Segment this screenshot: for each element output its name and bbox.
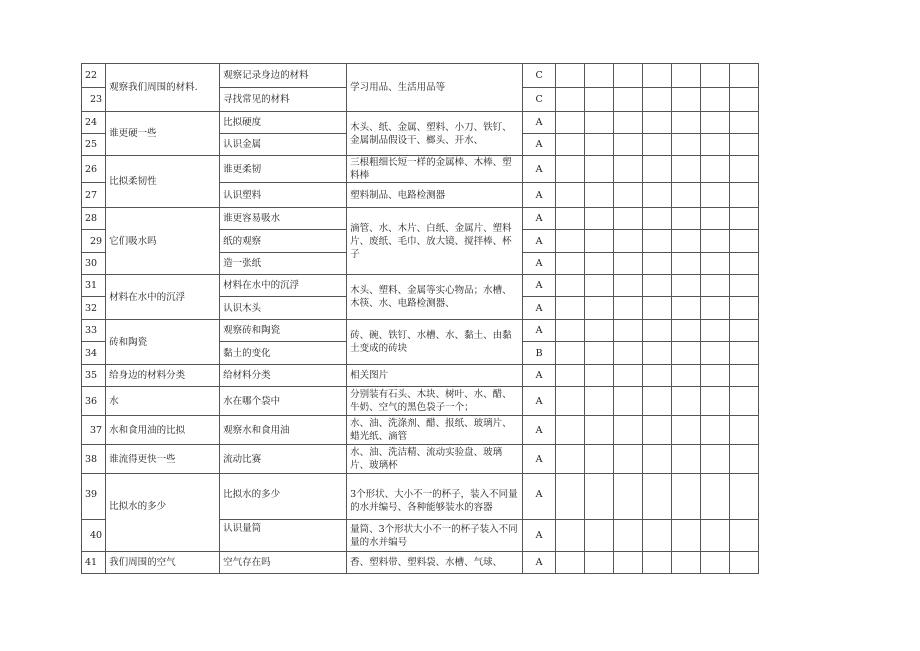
row-number: 25 [82,134,106,156]
blank-cell [556,112,585,134]
lesson-title: 砖和陶瓷 [106,320,220,365]
row-number: 37 [82,416,106,445]
row-number: 40 [82,520,106,552]
blank-cell [614,230,643,253]
blank-cell [585,134,614,156]
blank-cell [672,134,701,156]
blank-cell [585,275,614,297]
blank-cell [643,230,672,253]
blank-cell [701,156,730,183]
blank-cell [672,297,701,320]
blank-cell [701,416,730,445]
blank-cell [730,88,759,112]
blank-cell [585,474,614,520]
row-number: 29 [82,230,106,253]
blank-cell [730,416,759,445]
blank-cell [556,275,585,297]
blank-cell [556,520,585,552]
blank-cell [701,253,730,275]
row-number: 41 [82,552,106,574]
activity-cell: 流动比赛 [220,445,347,474]
blank-cell [730,445,759,474]
blank-cell [730,134,759,156]
level-cell: B [523,342,556,365]
blank-cell [730,320,759,342]
level-cell: A [523,297,556,320]
blank-cell [556,134,585,156]
blank-cell [701,275,730,297]
blank-cell [730,64,759,88]
blank-cell [614,520,643,552]
activity-cell: 认识塑料 [220,183,347,208]
activity-cell: 观察水和食用油 [220,416,347,445]
activity-cell: 空气存在吗 [220,552,347,574]
blank-cell [614,474,643,520]
row-number: 24 [82,112,106,134]
blank-cell [730,253,759,275]
materials-cell: 塑料制品、电路检测器 [347,183,523,208]
level-cell: C [523,64,556,88]
blank-cell [556,416,585,445]
blank-cell [556,387,585,416]
blank-cell [672,183,701,208]
activity-cell: 寻找常见的材料 [220,88,347,112]
materials-cell: 砖、碗、铁钉、水槽、水、黏土、由黏土变成的砖块 [347,320,523,365]
activity-cell: 给材料分类 [220,365,347,387]
blank-cell [556,342,585,365]
blank-cell [643,320,672,342]
blank-cell [672,416,701,445]
blank-cell [585,416,614,445]
blank-cell [585,88,614,112]
lesson-title: 我们周围的空气 [106,552,220,574]
row-number: 23 [82,88,106,112]
level-cell: A [523,320,556,342]
lesson-title: 给身边的材料分类 [106,365,220,387]
blank-cell [585,552,614,574]
blank-cell [701,297,730,320]
blank-cell [585,445,614,474]
blank-cell [672,64,701,88]
blank-cell [730,297,759,320]
blank-cell [614,445,643,474]
blank-cell [730,474,759,520]
blank-cell [614,365,643,387]
activity-cell: 水在哪个袋中 [220,387,347,416]
level-cell: A [523,183,556,208]
blank-cell [614,208,643,230]
level-cell: A [523,112,556,134]
activity-cell: 纸的观察 [220,230,347,253]
row-number: 32 [82,297,106,320]
blank-cell [672,275,701,297]
activity-cell: 黏土的变化 [220,342,347,365]
blank-cell [614,320,643,342]
blank-cell [730,208,759,230]
blank-cell [730,552,759,574]
blank-cell [614,112,643,134]
activity-cell: 观察记录身边的材料 [220,64,347,88]
blank-cell [643,445,672,474]
row-number: 38 [82,445,106,474]
row-number: 28 [82,208,106,230]
level-cell: A [523,387,556,416]
activity-cell: 比拟硬度 [220,112,347,134]
level-cell: A [523,156,556,183]
blank-cell [701,112,730,134]
blank-cell [585,64,614,88]
materials-cell: 滴管、水、木片、白纸、金属片、塑料片、废纸、毛巾、放大镜、搅拌棒、杯子 [347,208,523,275]
blank-cell [614,552,643,574]
blank-cell [643,88,672,112]
level-cell: A [523,416,556,445]
blank-cell [643,64,672,88]
blank-cell [643,275,672,297]
blank-cell [585,112,614,134]
blank-cell [585,365,614,387]
blank-cell [614,416,643,445]
level-cell: A [523,134,556,156]
level-cell: A [523,365,556,387]
blank-cell [730,520,759,552]
blank-cell [556,320,585,342]
row-number: 39 [82,474,106,520]
materials-cell: 香、塑料带、塑料袋、水槽、气球、 [347,552,523,574]
blank-cell [614,275,643,297]
blank-cell [614,297,643,320]
activity-cell: 谁更柔韧 [220,156,347,183]
blank-cell [672,112,701,134]
blank-cell [672,156,701,183]
level-cell: A [523,474,556,520]
blank-cell [585,230,614,253]
blank-cell [585,520,614,552]
blank-cell [556,230,585,253]
row-number: 36 [82,387,106,416]
lesson-title: 水和食用油的比拟 [106,416,220,445]
lesson-title: 比拟柔韧性 [106,156,220,208]
blank-cell [614,156,643,183]
blank-cell [672,208,701,230]
blank-cell [643,342,672,365]
blank-cell [585,208,614,230]
blank-cell [701,552,730,574]
blank-cell [672,320,701,342]
blank-cell [585,156,614,183]
activity-cell: 比拟水的多少 [220,474,347,520]
blank-cell [614,64,643,88]
level-cell: A [523,520,556,552]
row-number: 33 [82,320,106,342]
blank-cell [643,156,672,183]
blank-cell [701,445,730,474]
blank-cell [614,88,643,112]
blank-cell [556,445,585,474]
blank-cell [672,387,701,416]
blank-cell [643,387,672,416]
blank-cell [672,365,701,387]
blank-cell [643,520,672,552]
blank-cell [643,365,672,387]
blank-cell [556,297,585,320]
blank-cell [701,474,730,520]
blank-cell [556,253,585,275]
lesson-title: 谁流得更快一些 [106,445,220,474]
blank-cell [643,552,672,574]
materials-cell: 水、油、洗洁精、流动实验盘、玻璃片、玻璃杯 [347,445,523,474]
materials-cell: 三根粗细长短一样的金属棒、木棒、塑料棒 [347,156,523,183]
blank-cell [701,134,730,156]
blank-cell [556,552,585,574]
activity-cell: 认识木头 [220,297,347,320]
blank-cell [614,253,643,275]
activity-cell: 观察砖和陶瓷 [220,320,347,342]
blank-cell [672,474,701,520]
materials-cell: 水、油、洗涤剂、醋、报纸、玻璃片、蜡光纸、滴管 [347,416,523,445]
materials-cell: 学习用品、生活用品等 [347,64,523,112]
lesson-title: 材料在水中的沉浮 [106,275,220,320]
level-cell: A [523,230,556,253]
blank-cell [701,342,730,365]
blank-cell [730,112,759,134]
row-number: 26 [82,156,106,183]
activity-cell: 谁更容易吸水 [220,208,347,230]
blank-cell [643,134,672,156]
blank-cell [672,88,701,112]
blank-cell [730,183,759,208]
blank-cell [614,387,643,416]
blank-cell [672,552,701,574]
blank-cell [672,230,701,253]
materials-cell: 3个形状、大小不一的杯子，装入不同量的水并编号、各种能够装水的容器 [347,474,523,520]
activity-cell: 造一张纸 [220,253,347,275]
blank-cell [701,520,730,552]
blank-cell [701,208,730,230]
blank-cell [585,297,614,320]
blank-cell [585,183,614,208]
row-number: 34 [82,342,106,365]
blank-cell [556,208,585,230]
blank-cell [730,275,759,297]
blank-cell [585,387,614,416]
blank-cell [672,253,701,275]
blank-cell [556,88,585,112]
blank-cell [730,365,759,387]
row-number: 27 [82,183,106,208]
blank-cell [556,64,585,88]
materials-cell: 木头、塑料、金属等实心物品；水槽、木筷、水、电路检测器、 [347,275,523,320]
blank-cell [730,230,759,253]
level-cell: A [523,275,556,297]
blank-cell [643,112,672,134]
blank-cell [614,342,643,365]
blank-cell [585,342,614,365]
lesson-title: 比拟水的多少 [106,474,220,552]
blank-cell [643,183,672,208]
level-cell: A [523,253,556,275]
blank-cell [643,416,672,445]
blank-cell [585,320,614,342]
level-cell: A [523,208,556,230]
blank-cell [701,64,730,88]
row-number: 35 [82,365,106,387]
blank-cell [585,253,614,275]
blank-cell [701,230,730,253]
blank-cell [556,474,585,520]
blank-cell [643,474,672,520]
blank-cell [614,183,643,208]
level-cell: C [523,88,556,112]
lesson-title: 水 [106,387,220,416]
blank-cell [556,365,585,387]
activity-cell: 认识金属 [220,134,347,156]
blank-cell [701,88,730,112]
blank-cell [730,156,759,183]
blank-cell [672,445,701,474]
blank-cell [643,297,672,320]
blank-cell [701,320,730,342]
blank-cell [701,365,730,387]
blank-cell [556,183,585,208]
materials-cell: 相关图片 [347,365,523,387]
materials-cell: 分别装有石头、木块、树叶、水、醋、牛奶、空气的黑色袋子一个； [347,387,523,416]
blank-cell [643,253,672,275]
blank-cell [701,387,730,416]
materials-cell: 木头、纸、金属、塑料、小刀、铁钉、金属制品假设干、榔头、开水、 [347,112,523,156]
lesson-title: 观察我们周围的材料. [106,64,220,112]
blank-cell [672,520,701,552]
blank-cell [556,156,585,183]
lesson-plan-table [81,63,759,574]
blank-cell [730,342,759,365]
activity-cell: 材料在水中的沉浮 [220,275,347,297]
row-number: 30 [82,253,106,275]
activity-cell: 认识量筒 [220,520,347,552]
blank-cell [730,387,759,416]
row-number: 22 [82,64,106,88]
blank-cell [643,208,672,230]
lesson-title: 它们吸水吗 [106,208,220,275]
row-number: 31 [82,275,106,297]
materials-cell: 量筒、3个形状大小不一的杯子装入不同量的水并编号 [347,520,523,552]
blank-cell [701,183,730,208]
lesson-title: 谁更硬一些 [106,112,220,156]
blank-cell [614,134,643,156]
blank-cell [672,342,701,365]
level-cell: A [523,552,556,574]
level-cell: A [523,445,556,474]
